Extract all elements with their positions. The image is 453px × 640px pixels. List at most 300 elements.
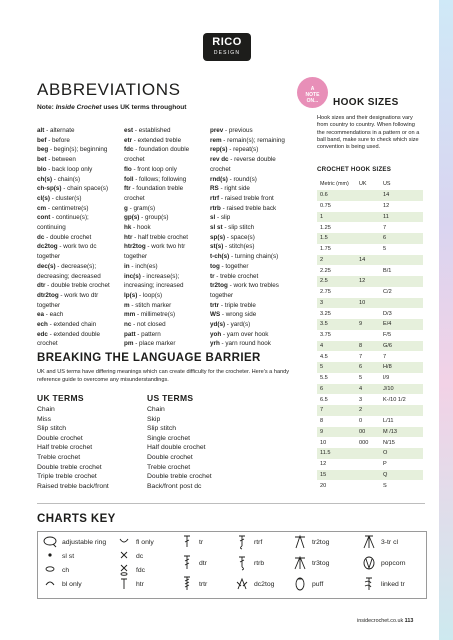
abbreviation-meaning: - reverse double [228,156,276,164]
abbreviation-term: ch-sp(s) [37,185,62,193]
abbreviation-meaning: - back loop only [46,165,93,173]
uk-terms-list [37,405,143,491]
abbreviation-meaning: - double crochet [44,233,92,241]
abbreviation-row [37,213,119,223]
cell-metric: 10 [320,439,327,446]
abbreviation-meaning: - begin(s); beginning [48,146,108,154]
abbreviation-meaning: crochet [37,340,58,348]
table-row [317,244,423,255]
chart-key-label: sl st [62,552,75,560]
hook-table-header [317,178,423,190]
abbreviation-row [210,262,296,272]
a-note-on-badge [297,77,328,108]
us-terms-title: US TERMS [147,393,194,403]
abbreviation-term: flo [124,165,132,173]
cell-us: O [383,450,388,457]
abbreviation-term: inc(s) [124,272,141,280]
cell-metric: 9 [320,428,324,435]
abbreviation-meaning: - centimetre(s) [46,204,89,212]
abbreviation-row [124,252,206,262]
abbreviation-row [124,126,206,136]
abbreviation-row [124,175,206,185]
abbreviation-term: bet [37,156,47,164]
abbreviation-row [210,272,296,282]
table-row [317,298,423,309]
back-loop-icon [42,576,58,592]
abbreviation-term: foll [124,175,134,183]
abbreviation-row [210,281,296,291]
abbreviation-meaning: - extended treble [132,136,182,144]
abbreviation-meaning: - work two trebles [227,282,279,290]
abbreviation-row [124,310,206,320]
abbreviation-term: htr2tog [124,243,146,251]
chart-key-item [361,555,406,571]
abbreviation-meaning: - continue(s); [50,214,89,222]
page-footer [357,618,413,624]
abbreviation-term: st(s) [210,243,224,251]
abbreviation-row [124,223,206,233]
chart-key-label: bl only [62,580,82,588]
abbreviation-row [210,126,296,136]
abbreviation-term: ea [37,311,45,319]
abbreviation-row [124,213,206,223]
chart-key-label: fdc [136,566,146,574]
hook-table-body [317,190,423,491]
cell-uk: 000 [359,439,369,446]
cell-us: 12 [383,203,390,210]
abbreviations-column-2 [124,126,206,349]
abbreviation-term: yd(s) [210,321,226,329]
abbreviation-meaning: - treble crochet [214,272,259,280]
abbreviation-row [124,320,206,330]
table-row [317,427,423,438]
abbreviation-term: cl(s) [37,194,50,202]
logo-line-2: DESIGN [213,50,241,56]
cell-metric: 0.6 [320,192,328,199]
cell-metric: 4 [320,342,324,349]
abbreviations-column-1 [37,126,119,349]
abbreviation-term: bef [37,136,47,144]
abbreviation-term: yoh [210,330,222,338]
abbreviation-meaning: - foundation double [133,146,190,154]
abbreviation-term: tog [210,262,220,270]
cell-metric: 1 [320,213,324,220]
abbreviation-term: g [124,204,128,212]
abbreviation-meaning: - chain(s) [52,175,81,183]
abbreviation-meaning: - decrease(s); [55,262,97,270]
abbreviation-row [210,291,296,301]
abbreviation-row [210,184,296,194]
language-barrier-text: UK and US terms have differing meanings which can create difficulty for the crocheter. Here's a handy reference guide to overcome any misunderstandings. [37,369,290,383]
abbreviation-term: fdc [124,146,134,154]
abbreviation-term: t-ch(s) [210,253,230,261]
abbreviation-row [37,339,119,349]
cell-us: I/9 [383,375,390,382]
uk-term: Triple treble crochet [37,473,97,481]
abbreviation-row [37,136,119,146]
header-us: US [383,181,391,187]
abbreviation-row [210,301,296,311]
cell-us: 14 [383,192,390,199]
abbreviation-row [124,272,206,282]
abbreviation-term: WS [210,311,221,319]
abbreviation-meaning: - yard(s) [225,321,251,329]
cell-us: 5 [383,246,387,253]
cell-metric: 7 [320,407,324,414]
abbreviation-term: trtr [210,301,220,309]
abbreviation-row [124,233,206,243]
abbreviation-row [37,301,119,311]
abbreviation-term: etr [124,136,133,144]
table-row [317,341,423,352]
cell-uk: 6 [359,364,363,371]
abbreviation-row [124,281,206,291]
cell-metric: 5 [320,364,324,371]
abbreviation-term: rep(s) [210,146,228,154]
chart-key-item [292,534,329,550]
cell-metric: 6 [320,385,324,392]
table-row [317,480,423,491]
abbreviation-meaning: - slip [215,214,231,222]
table-row [317,265,423,276]
abbreviation-term: ftr [124,185,131,193]
abbreviation-meaning: together [37,301,61,309]
linked-treble-icon [361,576,377,592]
cell-metric: 3.25 [320,310,331,317]
abbreviation-term: dc [37,233,45,241]
abbreviation-term: patt [124,330,136,338]
abbreviations-note [37,104,187,111]
abbreviation-row [210,145,296,155]
abbreviation-meaning: - pattern [135,330,161,338]
footer-page-number: 113 [404,618,414,624]
abbreviation-term: dtr2tog [37,291,59,299]
chart-key-label: fl only [136,538,154,546]
table-row [317,459,423,470]
chart-key-item [361,576,405,592]
raised-treble-back-icon [234,555,250,571]
cell-us: J/10 [383,385,394,392]
cell-us: S [383,482,387,489]
abbreviation-row [210,136,296,146]
abbreviation-meaning: crochet [124,194,145,202]
abbreviation-row [37,310,119,320]
abbreviation-meaning: - slip stitch [222,224,255,232]
abbreviation-meaning: - yarn round hook [219,340,271,348]
cell-uk: 0 [359,418,363,425]
chart-key-label: htr [136,580,144,588]
treble-icon [179,534,195,550]
table-row [317,373,423,384]
abbreviation-meaning: crochet [210,165,231,173]
abbreviation-term: rev dc [210,156,229,164]
cell-uk: 7 [359,353,363,360]
table-row [317,212,423,223]
abbreviation-meaning: - before [46,136,70,144]
abbreviation-term: prev [210,127,224,134]
chart-key-label: 3-tr cl [381,538,398,546]
abbreviation-meaning: - repeat(s) [227,146,259,154]
header-uk: UK [359,181,367,187]
abbreviation-term: rtrb [210,204,221,212]
half-treble-icon [116,576,132,592]
abbreviation-term: mm [124,311,136,319]
chart-key-item [234,534,262,550]
abbreviation-row [210,233,296,243]
abbreviation-meaning: - not closed [131,321,166,329]
abbreviation-meaning: decreasing; decreased [37,272,101,280]
abbreviation-meaning: - place marker [133,340,176,348]
uk-term: Slip stitch [37,425,67,433]
abbreviation-meaning: - alternate [44,127,75,134]
abbreviation-meaning: - stitch marker [129,301,172,309]
uk-terms-title: UK TERMS [37,393,84,403]
table-row [317,190,423,201]
us-term: Double crochet [147,453,193,461]
abbreviation-meaning: - round(s) [227,175,257,183]
abbreviation-term: rem [210,136,222,144]
cell-us: C/2 [383,289,392,296]
abbreviation-term: gp(s) [124,214,140,222]
abbreviation-term: nc [124,321,132,329]
abbreviation-term: dec(s) [37,262,56,270]
abbreviation-meaning: - triple treble [219,301,256,309]
abbreviations-title: ABBREVIATIONS [37,80,181,99]
abbreviation-term: hk [124,224,132,232]
cell-us: B/1 [383,267,392,274]
us-term: Slip stitch [147,425,177,433]
abbreviation-meaning: - chain space(s) [61,185,109,193]
abbreviation-row [37,291,119,301]
abbreviation-row [37,155,119,165]
cell-uk: 9 [359,321,363,328]
abbreviation-meaning: - stitch(es) [223,243,255,251]
double-treble-icon [179,555,195,571]
abbreviation-row [37,204,119,214]
cell-us: 7 [383,224,387,231]
cell-us: H/8 [383,364,392,371]
chart-key-label: popcorn [381,559,406,567]
abbreviation-term: dc2tog [37,243,58,251]
table-row [317,416,423,427]
chart-key-label: rtrb [254,559,265,567]
abbreviation-meaning: - space(s) [225,233,255,241]
triple-treble-icon [179,576,195,592]
abbreviation-row [210,223,296,233]
abbreviation-row [37,194,119,204]
us-term: Skip [147,415,161,423]
abbreviation-meaning: together [37,253,61,261]
cell-metric: 2.5 [320,278,328,285]
abbreviation-row [210,310,296,320]
abbreviation-meaning: increasing; increased [124,282,184,290]
table-row [317,394,423,405]
abbreviation-term: htr [124,233,133,241]
abbreviation-row [210,165,296,175]
page-edge-gradient [439,0,453,640]
cell-us: 7 [383,353,387,360]
abbreviation-row [210,204,296,214]
table-row [317,405,423,416]
uk-term: Treble crochet [37,453,81,461]
rico-design-logo [203,33,251,61]
cell-metric: 8 [320,418,324,425]
abbreviations-column-3 [210,126,296,349]
abbreviation-term: sp(s) [210,233,226,241]
abbreviation-row [124,145,206,155]
us-term: Single crochet [147,434,191,442]
abbreviation-meaning: - work two htr [145,243,186,251]
chart-key-item [116,576,144,592]
tr2tog-icon [292,534,308,550]
abbreviation-meaning: - work two dtr [58,291,99,299]
badge-line-1: A [310,86,315,92]
abbreviation-term: tr2tog [210,282,228,290]
abbreviation-meaning: - inch(es) [129,262,158,270]
abbreviation-term: sl [210,214,216,222]
table-row [317,201,423,212]
abbreviation-meaning: - raised treble back [220,204,277,212]
footer-site: insidecrochet.co.uk [357,618,404,624]
abbreviation-term: beg [37,146,49,154]
cell-us: 11 [383,213,389,220]
language-barrier-title: BREAKING THE LANGUAGE BARRIER [37,352,261,364]
abbreviation-row [124,155,206,165]
abbreviation-row [37,330,119,340]
abbreviation-term: m [124,301,130,309]
cell-us: F/5 [383,332,392,339]
cell-metric: 3.75 [320,332,331,339]
abbreviation-row [210,330,296,340]
abbreviation-row [124,330,206,340]
abbreviation-meaning: together [124,253,148,261]
abbreviation-row [37,242,119,252]
abbreviation-term: rtrf [210,194,220,202]
abbreviation-meaning: - right side [218,185,250,193]
cell-uk: 10 [359,299,366,306]
abbreviation-row [124,184,206,194]
abbreviation-row [210,175,296,185]
abbreviation-meaning: - half treble crochet [132,233,189,241]
abbreviation-meaning: - millimetre(s) [135,311,176,319]
abbreviation-row [124,242,206,252]
abbreviation-row [210,320,296,330]
cell-uk: 2 [359,407,363,414]
cell-us: K-/10 1/2 [383,396,406,403]
chart-key-label: tr3tog [312,559,330,567]
abbreviation-term: cm [37,204,47,212]
chart-key-item [179,576,207,592]
abbreviation-row [37,175,119,185]
abbreviation-meaning: - yarn over hook [221,330,269,338]
cell-us: L/11 [383,418,394,425]
abbreviation-row [37,272,119,282]
dc2tog-icon [234,576,250,592]
cell-us: D/3 [383,310,392,317]
chart-key-item [42,576,82,592]
abbreviation-meaning: - increase(s); [140,272,180,280]
cell-metric: 2.25 [320,267,331,274]
uk-term: Half treble crochet [37,444,93,452]
abbreviation-meaning: - raised treble front [219,194,274,202]
chart-key-label: dtr [199,559,207,567]
hook-sizes-text: Hook sizes and their designations vary from country to country. When following the recommendations in a pattern or on a ball band, make sure to check which size convention is being used. [317,115,420,151]
abbreviation-term: ech [37,321,48,329]
chart-key-item [292,576,323,592]
table-row [317,362,423,373]
chart-key-label: tr2tog [312,538,330,546]
chart-key-item [234,555,264,571]
cell-metric: 15 [320,471,327,478]
cell-metric: 3 [320,299,324,306]
chart-key-label: dc [136,552,144,560]
abbreviation-term: dtr [37,282,46,290]
cell-metric: 1.75 [320,246,331,253]
header-metric: Metric (mm) [320,181,349,187]
abbreviation-row [124,136,206,146]
section-divider [37,503,425,504]
abbreviation-meaning: - double treble crochet [45,282,110,290]
abbreviation-meaning: - each [44,311,64,319]
note-magazine: Inside Crochet [55,104,102,111]
logo-line-1: RICO [212,36,242,48]
abbreviation-meaning: - loop(s) [137,291,163,299]
abbreviation-meaning: together [210,291,234,299]
abbreviation-term: est [124,127,134,134]
abbreviation-meaning: - extended double [47,330,101,338]
chart-key-label: puff [312,580,324,588]
abbreviation-meaning: - foundation treble [130,185,184,193]
cell-us: P [383,461,387,468]
abbreviation-meaning: - work two dc [57,243,97,251]
us-term: Chain [147,406,165,413]
abbreviation-row [210,339,296,349]
table-row [317,233,423,244]
abbreviation-meaning: - previous [223,127,253,134]
cell-us: M /13 [383,428,397,435]
abbreviation-meaning: - remain(s); remaining [221,136,285,144]
abbreviation-row [37,252,119,262]
us-term: Treble crochet [147,463,191,471]
cell-metric: 6.5 [320,396,328,403]
abbreviation-term: yrh [210,340,220,348]
cell-uk: 8 [359,342,363,349]
chart-key-item [179,555,207,571]
cell-us: G/6 [383,342,393,349]
chart-key-label: ch [62,566,70,574]
abbreviation-row [37,281,119,291]
cell-us: Q [383,471,388,478]
table-row [317,470,423,481]
puff-icon [292,576,308,592]
abbreviation-row [37,223,119,233]
abbreviation-term: ch(s) [37,175,53,183]
note-suffix: uses UK terms throughout [101,104,187,111]
cell-uk: 12 [359,278,366,285]
abbreviation-row [124,204,206,214]
hook-sizes-table [317,178,423,491]
table-row [317,437,423,448]
abbreviation-row [210,213,296,223]
cell-metric: 2 [320,256,324,263]
abbreviation-meaning: - extended chain [47,321,97,329]
abbreviation-row [124,194,206,204]
table-row [317,351,423,362]
uk-term: Chain [37,406,55,413]
table-row [317,319,423,330]
cell-metric: 5.5 [320,375,328,382]
abbreviation-row [210,242,296,252]
